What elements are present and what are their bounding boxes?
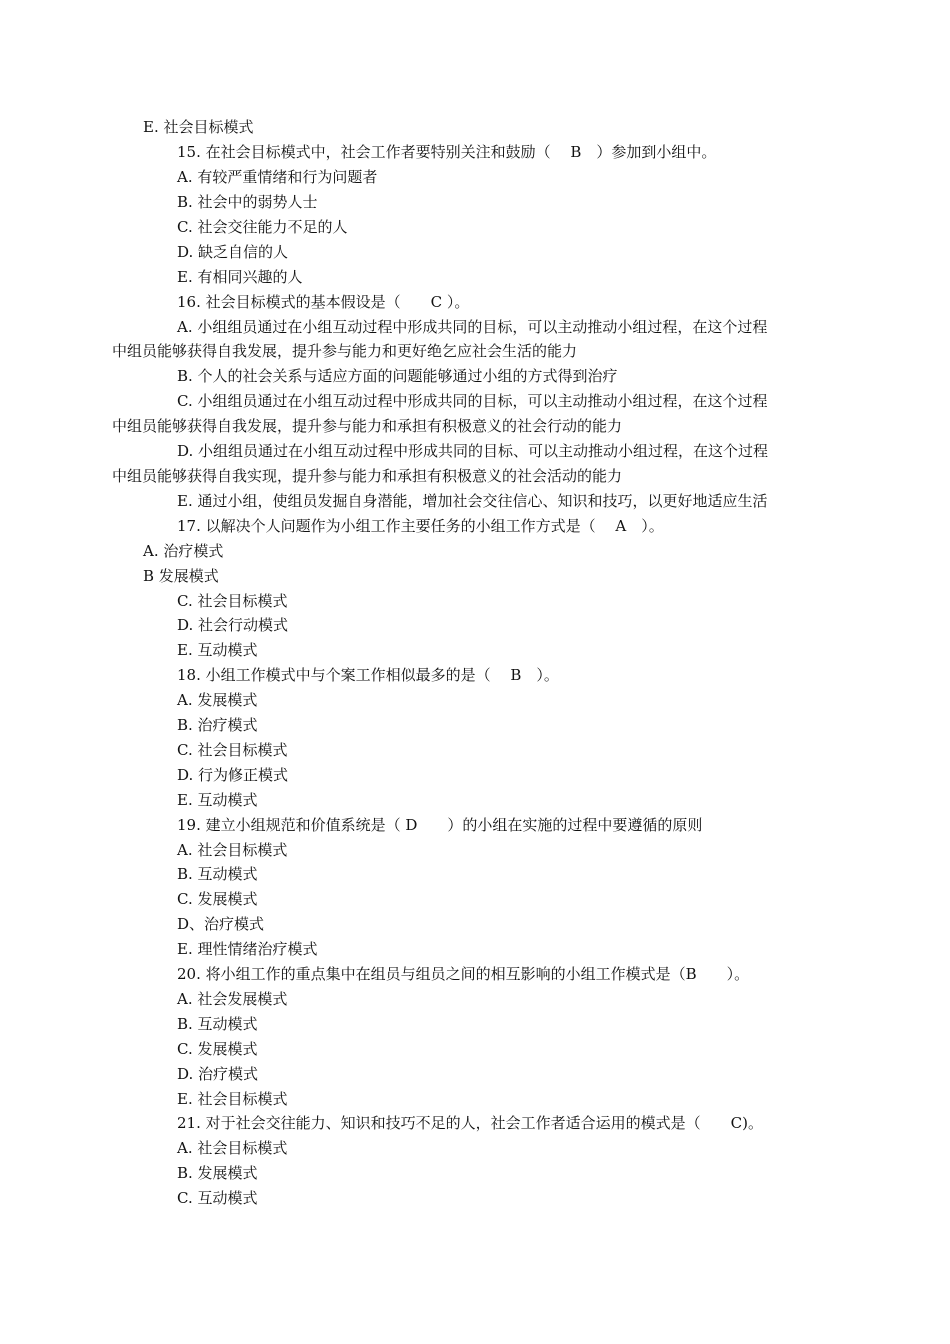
option-line: A. 治疗模式 (143, 542, 224, 560)
question-line: 19. 建立小组规范和价值系统是（ D ）的小组在实施的过程中要遵循的原则 (177, 816, 703, 834)
option-line: C. 互动模式 (177, 1189, 258, 1207)
option-line: B. 个人的社会关系与适应方面的问题能够通过小组的方式得到治疗 (177, 367, 618, 385)
option-line: E. 通过小组，使组员发掘自身潜能，增加社会交往信心、知识和技巧，以更好地适应生活 (177, 492, 768, 510)
option-line: E. 理性情绪治疗模式 (177, 940, 318, 958)
option-line: D. 小组组员通过在小组互动过程中形成共同的目标、可以主动推动小组过程，在这个过程 (177, 442, 769, 460)
option-line: B. 互动模式 (177, 865, 258, 883)
option-line: B. 发展模式 (177, 1164, 258, 1182)
option-line: D. 行为修正模式 (177, 766, 289, 784)
option-line-continuation: 中组员能够获得自我实现，提升参与能力和承担有积极意义的社会活动的能力 (112, 467, 623, 485)
option-line-continuation: 中组员能够获得自我发展，提升参与能力和承担有积极意义的社会行动的能力 (112, 417, 623, 435)
option-line: B. 治疗模式 (177, 716, 258, 734)
option-line: A. 社会目标模式 (177, 841, 288, 859)
option-line: C. 社会目标模式 (177, 741, 288, 759)
question-line: 16. 社会目标模式的基本假设是（ C ）。 (177, 293, 470, 311)
option-line: A. 小组组员通过在小组互动过程中形成共同的目标，可以主动推动小组过程，在这个过程 (177, 318, 768, 336)
option-line-continuation: 中组员能够获得自我发展，提升参与能力和更好绝乞应社会生活的能力 (112, 342, 578, 360)
option-line: A. 社会目标模式 (177, 1139, 288, 1157)
question-line: 17. 以解决个人问题作为小组工作主要任务的小组工作方式是（ A ）。 (177, 517, 664, 535)
option-line: D. 治疗模式 (177, 1065, 259, 1083)
option-line: E. 社会目标模式 (177, 1090, 288, 1108)
option-line: C. 发展模式 (177, 890, 258, 908)
option-line: E. 互动模式 (177, 641, 258, 659)
option-line: A. 有较严重情绪和行为问题者 (177, 168, 378, 186)
question-line: 21. 对于社会交往能力、知识和技巧不足的人，社会工作者适合运用的模式是（ C)。 (177, 1114, 763, 1132)
option-line: E. 有相同兴趣的人 (177, 268, 303, 286)
option-line: C. 发展模式 (177, 1040, 258, 1058)
option-line: A. 社会发展模式 (177, 990, 288, 1008)
option-line: B 发展模式 (143, 567, 219, 585)
question-line: 15. 在社会目标模式中，社会工作者要特别关注和鼓励（ B ）参加到小组中。 (177, 143, 717, 161)
option-line: D. 缺乏自信的人 (177, 243, 289, 261)
option-line: C. 社会目标模式 (177, 592, 288, 610)
option-line: E. 互动模式 (177, 791, 258, 809)
option-line: A. 发展模式 (177, 691, 258, 709)
option-line: D. 社会行动模式 (177, 616, 289, 634)
question-line: 18. 小组工作模式中与个案工作相似最多的是（ B ）。 (177, 666, 559, 684)
option-line: B. 互动模式 (177, 1015, 258, 1033)
option-line: C. 社会交往能力不足的人 (177, 218, 348, 236)
question-line: 20. 将小组工作的重点集中在组员与组员之间的相互影响的小组工作模式是（B ）。 (177, 965, 750, 983)
option-line: C. 小组组员通过在小组互动过程中形成共同的目标，可以主动推动小组过程，在这个过程 (177, 392, 768, 410)
option-line: B. 社会中的弱势人士 (177, 193, 318, 211)
option-line: E. 社会目标模式 (143, 118, 254, 136)
option-line: D、治疗模式 (177, 915, 265, 933)
